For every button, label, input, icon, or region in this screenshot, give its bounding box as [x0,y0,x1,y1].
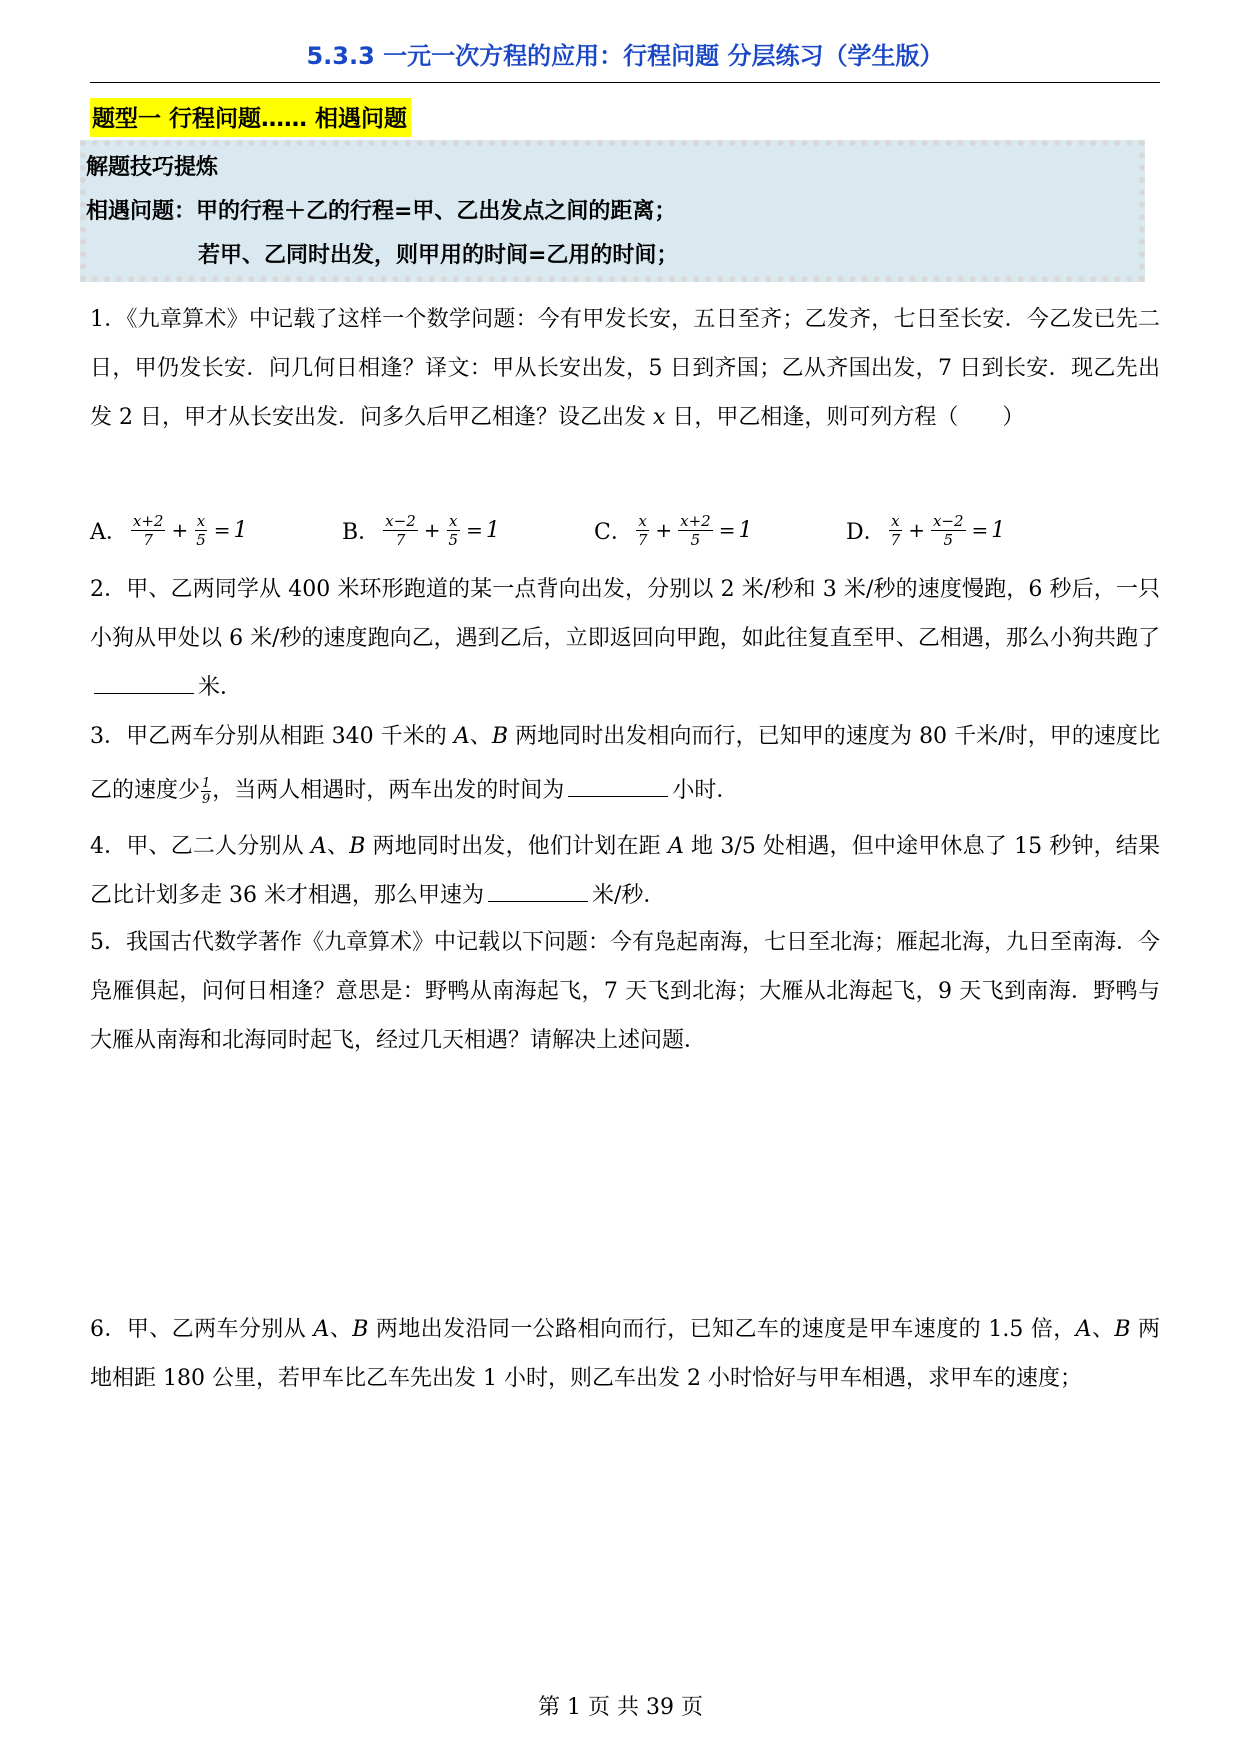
fraction [678,512,713,549]
numerator: x−2 [932,511,964,530]
fraction [889,512,903,549]
q1-text-b: 日，甲乙相逢，则可列方程（ ） [665,405,1025,430]
numerator: x+2 [680,511,711,530]
numerator: 1 [202,775,211,791]
q1-var: x [652,405,666,430]
q3-text-c: ，当两人相遇时，两车出发的时间为 [212,778,565,803]
plus-sign: + [655,518,673,542]
denominator: 5 [943,530,954,549]
numerator: x+2 [132,511,164,530]
point-a: A [1075,1317,1092,1342]
question-4 [90,822,1160,920]
point-a: A [310,834,327,859]
equals-sign: = [466,518,483,542]
equals-sign: = [718,518,736,542]
q5-text: 5．我国古代数学著作《九章算术》中记载以下问题：今有凫起南海，七日至北海；雁起北海，九日至南海．今凫雁俱起，问何日相逢？意思是：野鸭从南海起飞，7 天飞到北海；大雁从北海起飞，9 天飞到南海．野鸭与大雁从南海和北海同时起飞，经过几天相遇？请解决上述问题． [90,930,1161,1053]
plus-sign: + [423,518,441,542]
option-label: A． [90,519,128,545]
denominator: 7 [637,530,648,549]
point-a: A [668,834,684,859]
q3-text-b: 两地同时出发相向而行，已知甲的速度为 80 千米/时，甲的速度比乙的速度少 [90,724,1160,803]
equals-sign: = [971,518,989,542]
question-5 [90,918,1160,1065]
q2-text-a: 2．甲、乙两同学从 400 米环形跑道的某一点背向出发，分别以 2 米/秒和 3 米/秒的速度慢跑，6 秒后，一只小狗从甲处以 6 米/秒的速度跑向乙，遇到乙后，立即返回向甲跑，如此往复直至甲、乙相遇，那么小狗共跑了 [90,577,1160,651]
page-title: 5.3.3 一元一次方程的应用：行程问题 分层练习（学生版） [306,42,944,70]
numerator: x [449,511,458,530]
page-footer: 第 1 页 共 39 页 [538,1695,703,1720]
equals-sign: = [213,518,231,542]
question-1 [90,295,1160,442]
fraction [131,512,166,549]
header-rule [90,82,1160,83]
option-label: D． [846,519,886,545]
question-3 [90,710,1160,818]
point-b: B [1114,1317,1131,1342]
separator: 、 [469,724,492,749]
q4-text-c: 地 3/5 处相遇，但中途甲休息了 15 秒钟，结果乙比计划多走 36 米才相遇，那么甲速为 [90,834,1160,908]
q1-option-d[interactable] [846,500,1005,560]
q6-text-a: 6．甲、乙两车分别从 [90,1317,314,1342]
tips-line-2: 若甲、乙同时出发，则甲用的时间=乙用的时间； [198,243,679,268]
denominator: 9 [202,791,211,807]
point-b: B [349,834,366,859]
denominator: 5 [690,530,701,549]
rhs-value: 1 [233,517,248,543]
answer-blank[interactable] [94,673,194,694]
tips-heading: 解题技巧提炼 [86,155,219,180]
rhs-value: 1 [738,517,753,543]
q6-text-c: 两地相距 180 公里，若甲车比乙车先出发 1 小时，则乙车出发 2 小时恰好与甲车相遇，求甲车的速度； [90,1317,1160,1391]
fraction [194,512,208,549]
denominator: 7 [143,530,153,549]
q1-option-c[interactable] [594,500,753,560]
rhs-value: 1 [485,517,500,543]
plus-sign: + [908,518,925,542]
q1-option-a[interactable] [90,500,248,560]
separator: 、 [1091,1317,1115,1342]
plus-sign: + [171,518,189,542]
separator: 、 [329,1317,353,1342]
q1-text-a: 1．《九章算术》中记载了这样一个数学问题：今有甲发长安，五日至齐；乙发齐，七日至长安．今乙发已先二日，甲仍发长安．问几何日相逢？译文：甲从长安出发，5 日到齐国；乙从齐国出发，7 日到长安．现乙先出发 2 日，甲才从长安出发．问多久后甲乙相逢？设乙出发 [90,307,1160,430]
fraction [931,512,966,549]
numerator: x [196,511,206,530]
fraction [383,512,418,549]
denominator: 5 [448,530,459,549]
numerator: x−2 [385,511,416,530]
answer-blank[interactable] [488,881,588,902]
rhs-value: 1 [991,517,1006,543]
q2-text-b: 米． [198,675,243,700]
point-a: A [453,724,470,749]
q4-text-d: 米/秒． [591,883,666,908]
q1-options [90,500,1160,560]
q6-text-b: 两地出发沿同一公路相向而行，已知乙车的速度是甲车速度的 1.5 倍， [368,1317,1076,1342]
option-label: C． [594,519,633,545]
q1-option-b[interactable] [342,500,500,560]
question-6 [90,1305,1160,1403]
answer-blank[interactable] [568,776,668,797]
separator: 、 [326,834,350,859]
tips-line-1: 相遇问题：甲的行程＋乙的行程=甲、乙出发点之间的距离； [86,199,677,224]
denominator: 5 [196,530,206,549]
tips-box [80,140,1145,282]
q4-text-b: 两地同时出发，他们计划在距 [365,834,668,859]
point-a: A [313,1317,330,1342]
option-label: B． [342,519,381,545]
fraction [636,512,650,549]
q3-text-d: 小时． [672,778,739,803]
denominator: 7 [395,530,406,549]
fraction [447,512,461,549]
section-label: 题型一 行程问题…… 相遇问题 [90,98,411,137]
point-b: B [352,1317,369,1342]
q3-text-a: 3．甲乙两车分别从相距 340 千米的 [90,724,454,749]
fraction [201,776,211,807]
numerator: x [638,511,647,530]
q4-text-a: 4．甲、乙二人分别从 [90,834,311,859]
point-b: B [491,724,509,749]
question-2 [90,565,1160,712]
numerator: x [891,511,900,530]
denominator: 7 [890,530,901,549]
